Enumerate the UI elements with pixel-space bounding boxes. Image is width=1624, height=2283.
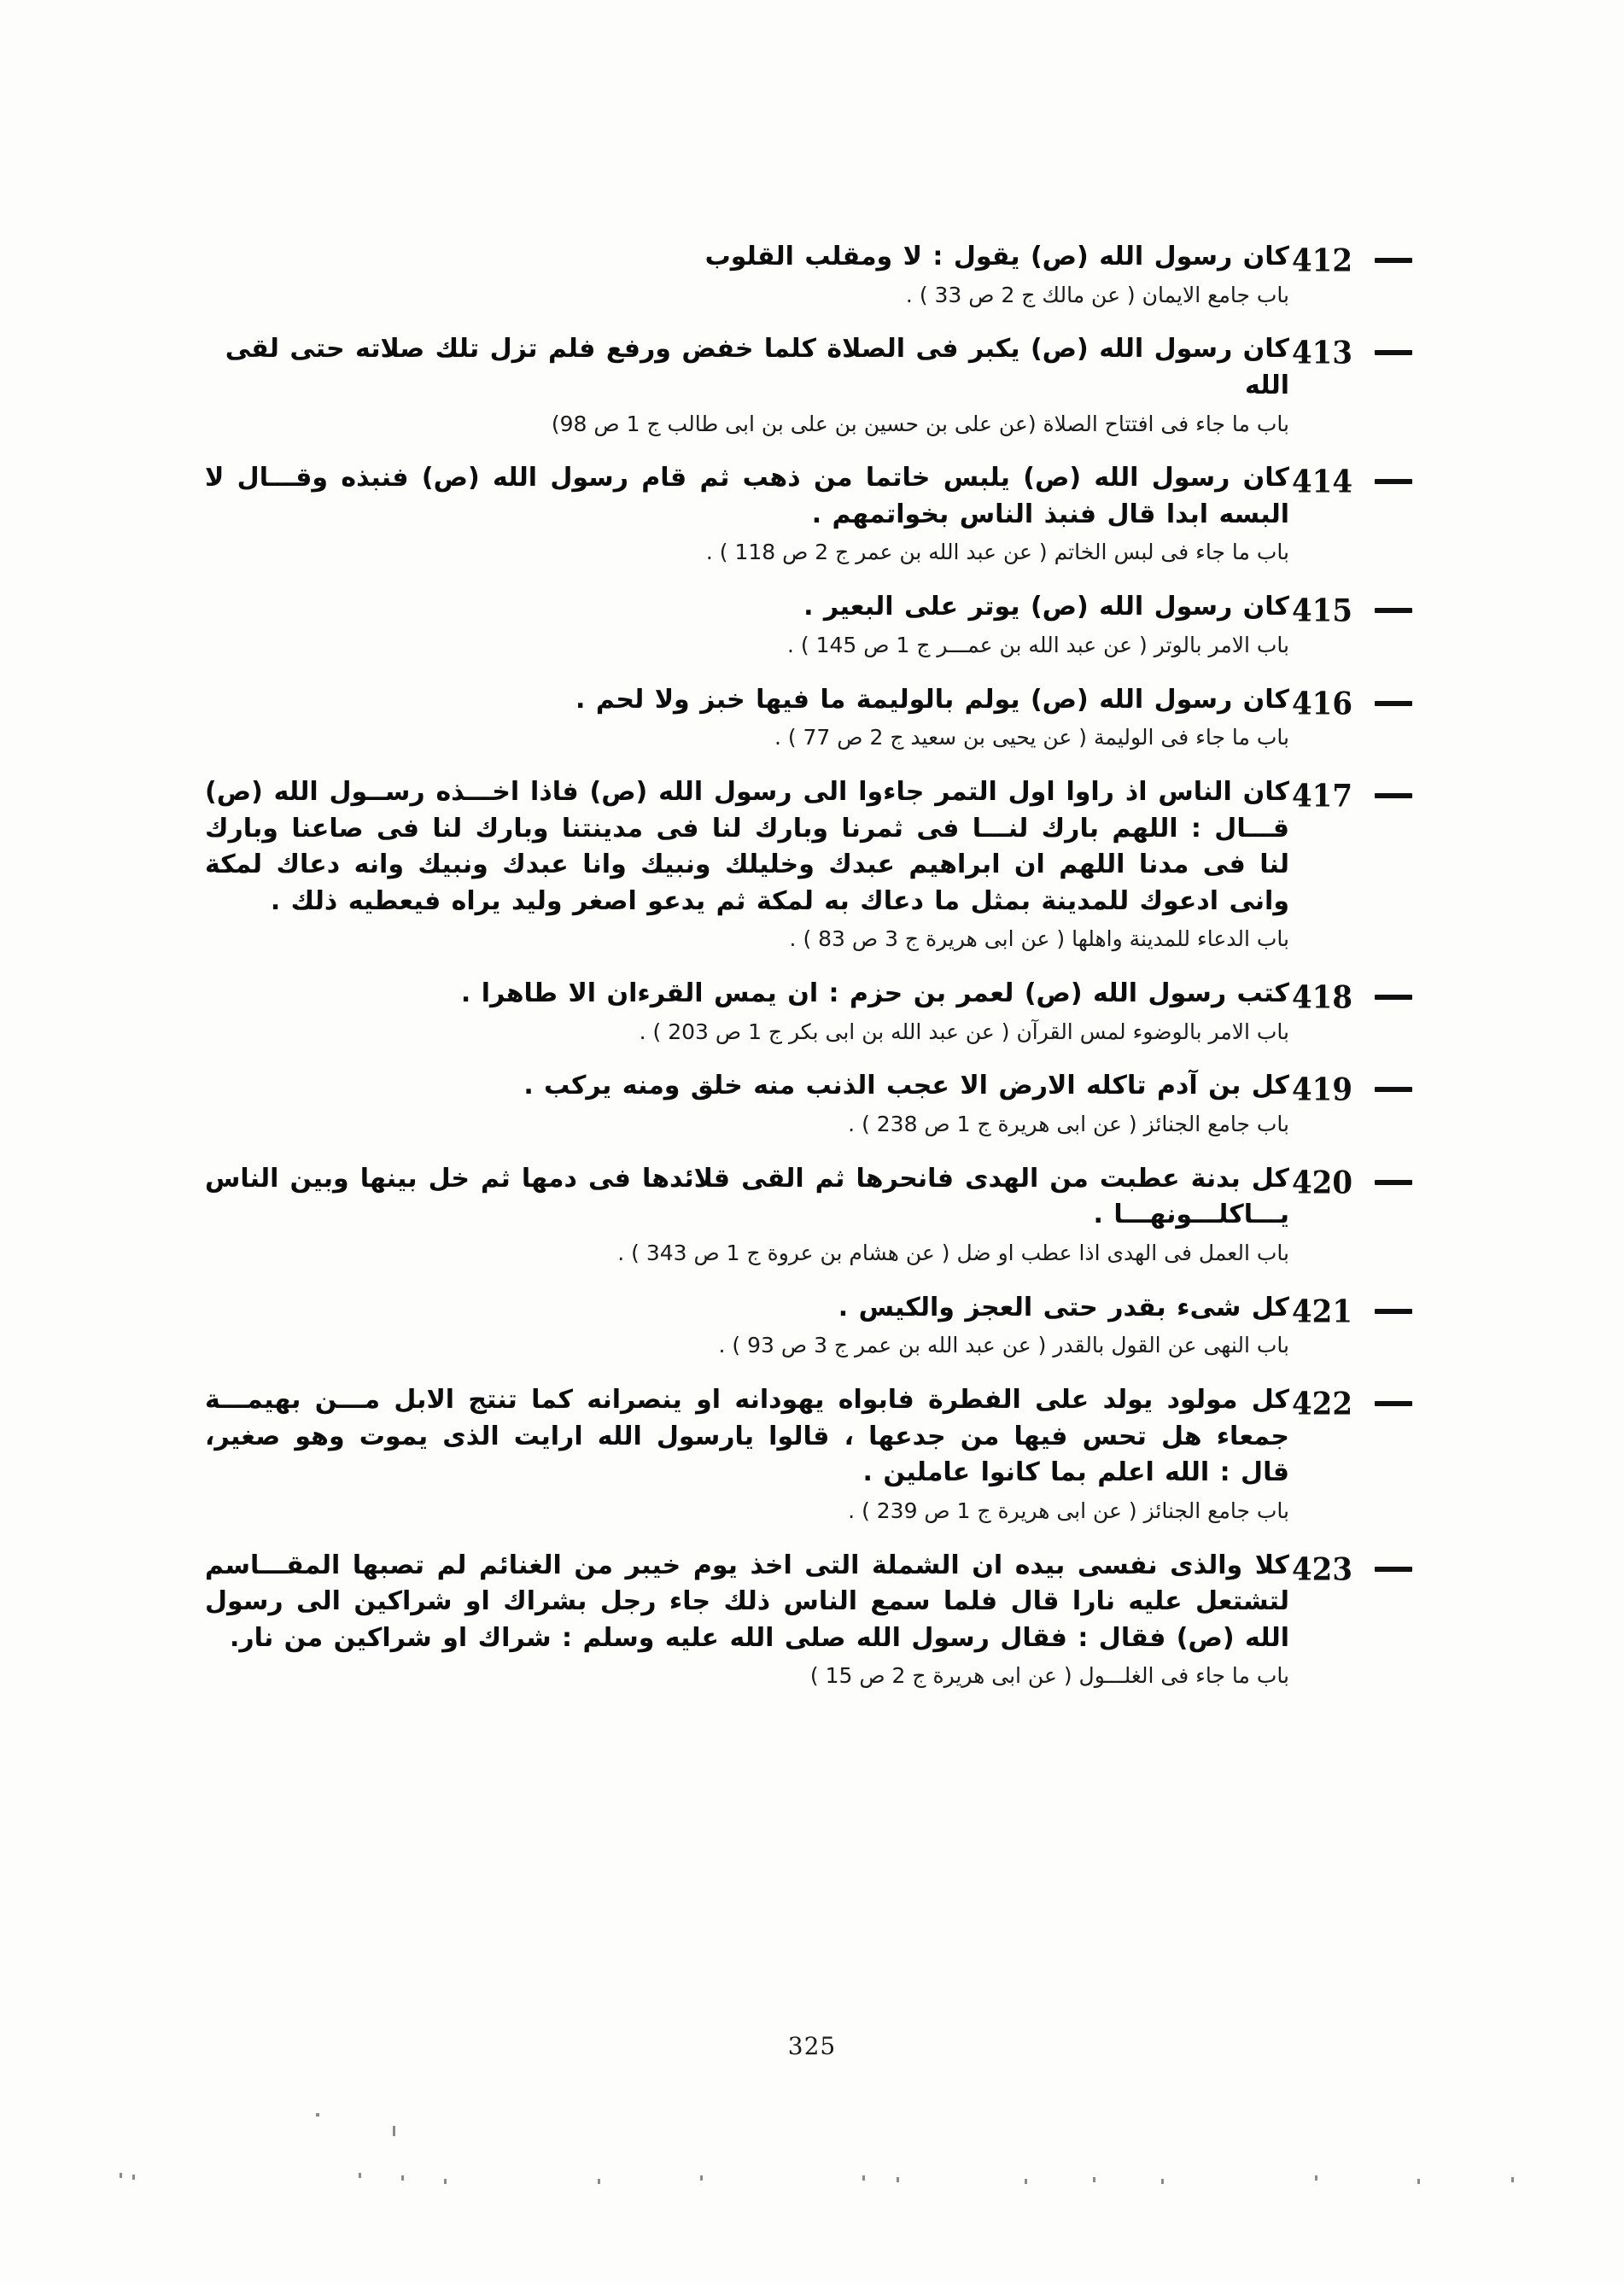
scan-speck [897, 2177, 899, 2182]
scan-speck [1093, 2177, 1095, 2182]
hadith-entry [205, 682, 1452, 752]
entry-text-column [205, 1382, 1289, 1526]
hadith-text: كان رسول الله (ص) يلبس خاتما من ذهب ثم قام رسول الله (ص) فنبذه وقـــال لا البسه ابدا قال فنبذ الناس بخواتمهم . [205, 463, 1289, 529]
scan-speck [598, 2179, 600, 2184]
entry-text-column [205, 774, 1289, 954]
hadith-entry [205, 1068, 1452, 1138]
entry-number: 419 [1292, 1072, 1352, 1109]
entry-number-column [1289, 1290, 1452, 1329]
entry-number: 414 [1292, 464, 1352, 501]
hadith-source-citation: باب العمل فى الهدى اذا عطب او ضل ( عن هشام بن عروة ج 1 ص 343 ) . [617, 1240, 1289, 1265]
hadith-source-citation: باب ما جاء فى افتتاح الصلاة (عن على بن حسين بن على بن ابى طالب ج 1 ص 98) [551, 411, 1289, 436]
hadith-text: كان رسول الله (ص) يوتر على البعير . [803, 592, 1289, 622]
entry-text-column [205, 1290, 1289, 1360]
entry-number-column [1289, 331, 1452, 371]
entry-number-column [1289, 589, 1452, 628]
hadith-source-citation: باب الامر بالوتر ( عن عبد الله بن عمـــر ج 1 ص 145 ) . [787, 632, 1289, 657]
entry-dash-icon [1375, 1180, 1412, 1185]
hadith-text: كل شىء بقدر حتى العجز والكيس . [838, 1292, 1289, 1323]
hadith-source-citation: باب ما جاء فى الغلـــول ( عن ابى هريرة ج 2 ص 15 ) [809, 1663, 1289, 1689]
hadith-entry [205, 976, 1452, 1046]
entry-number: 412 [1292, 242, 1352, 280]
hadith-text: كل بدنة عطبت من الهدى فانحرها ثم القى قلائدها فى دمها ثم خل بينها وبين الناس يـــاكلـــونهـــا . [205, 1163, 1289, 1230]
hadith-entry [205, 460, 1452, 567]
hadith-entry [205, 1548, 1452, 1691]
scan-speck [444, 2179, 447, 2184]
scan-speck [120, 2173, 122, 2178]
entry-number: 413 [1292, 336, 1352, 372]
entry-dash-icon [1375, 1309, 1412, 1314]
entry-number-column [1289, 1161, 1452, 1200]
scan-speck [132, 2175, 135, 2180]
entry-text-column [205, 1068, 1289, 1138]
entry-text-column [205, 589, 1289, 659]
scan-speck [1511, 2177, 1514, 2182]
entry-number: 416 [1292, 686, 1352, 722]
hadith-source-citation: باب الامر بالوضوء لمس القرآن ( عن عبد الله بن ابى بكر ج 1 ص 203 ) . [639, 1019, 1289, 1044]
hadith-text: كل بن آدم تاكله الارض الا عجب الذنب منه خلق ومنه يركب . [523, 1071, 1289, 1101]
entry-dash-icon [1375, 1401, 1412, 1406]
hadith-source-citation: باب جامع الايمان ( عن مالك ج 2 ص 33 ) . [905, 282, 1289, 307]
entry-number-column [1289, 774, 1452, 814]
entry-dash-icon [1375, 1567, 1412, 1572]
entry-number: 423 [1292, 1551, 1352, 1588]
entry-number: 415 [1292, 593, 1352, 630]
scan-speck [359, 2173, 361, 2178]
entry-dash-icon [1375, 479, 1412, 484]
scan-speck [1025, 2179, 1027, 2184]
entry-text-column [205, 460, 1289, 567]
entry-text-column [205, 1161, 1289, 1268]
entry-number-column [1289, 1548, 1452, 1587]
hadith-source-citation: باب النهى عن القول بالقدر ( عن عبد الله بن عمر ج 3 ص 93 ) . [718, 1333, 1289, 1358]
entry-dash-icon [1375, 1087, 1412, 1092]
hadith-text: كان رسول الله (ص) يقول : لا ومقلب القلوب [704, 242, 1289, 272]
hadith-entry [205, 589, 1452, 659]
entry-number-column [1289, 460, 1452, 499]
hadith-entry [205, 1290, 1452, 1360]
scan-speck [700, 2175, 703, 2181]
entry-number-column [1289, 1382, 1452, 1422]
hadith-source-citation: باب ما جاء فى الوليمة ( عن يحيى بن سعيد ج 2 ص 77 ) . [774, 725, 1289, 750]
entry-dash-icon [1375, 701, 1412, 706]
hadith-entry [205, 774, 1452, 954]
hadith-text: كان رسول الله (ص) يولم بالوليمة ما فيها خبز ولا لحم . [575, 684, 1289, 715]
hadith-text: كان الناس اذ راوا اول التمر جاءوا الى رسول الله (ص) فاذا اخـــذه رســول الله (ص) قـــال : اللهم بارك لنـــا فى ثمرنا وبارك لنا فى مدينتنا وبارك لنا فى صاعنا وبارك لنا فى مدنا اللهم ان ابراهيم عبدك وخليلك ونبيك وانا عبدك ونبيك وانه دعاك لمكة وانى ادعوك للمدينة بمثل ما دعاك به لمكة ثم يدعو اصغر وليد يراه فيعطيه ذلك . [205, 776, 1289, 916]
entry-dash-icon [1375, 608, 1412, 613]
entry-dash-icon [1375, 258, 1412, 263]
page-number: 325 [787, 2032, 837, 2060]
hadith-source-citation: باب جامع الجنائز ( عن ابى هريرة ج 1 ص 239 ) . [848, 1498, 1289, 1523]
hadith-entry [205, 1382, 1452, 1526]
entry-number: 421 [1292, 1293, 1352, 1330]
hadith-entry [205, 331, 1452, 438]
entry-number-column [1289, 682, 1452, 721]
entry-text-column [205, 331, 1289, 438]
hadith-source-citation: باب ما جاء فى لبس الخاتم ( عن عبد الله بن عمر ج 2 ص 118 ) . [705, 540, 1289, 565]
hadith-source-citation: باب الدعاء للمدينة واهلها ( عن ابى هريرة ج 3 ص 83 ) . [789, 926, 1289, 952]
entry-dash-icon [1375, 350, 1412, 355]
hadith-text: كتب رسول الله (ص) لعمر بن حزم : ان يمس القرءان الا طاهرا . [460, 978, 1289, 1009]
scan-speck [316, 2113, 319, 2117]
hadith-index-list [205, 239, 1452, 1713]
scan-speck [401, 2175, 404, 2181]
scan-speck [393, 2126, 395, 2136]
entry-text-column [205, 682, 1289, 752]
entry-dash-icon [1375, 793, 1412, 798]
scan-speck [1315, 2175, 1317, 2181]
hadith-source-citation: باب جامع الجنائز ( عن ابى هريرة ج 1 ص 238 ) . [848, 1111, 1289, 1136]
entry-text-column [205, 976, 1289, 1046]
entry-number: 418 [1292, 979, 1352, 1017]
entry-number-column [1289, 239, 1452, 278]
scan-speck [1417, 2179, 1420, 2184]
hadith-entry [205, 239, 1452, 309]
entry-text-column [205, 1548, 1289, 1691]
scan-speck [862, 2175, 865, 2181]
scan-speck [1161, 2179, 1164, 2184]
entry-number-column [1289, 1068, 1452, 1107]
hadith-text: كلا والذى نفسى بيده ان الشملة التى اخذ يوم خيبر من الغنائم لم تصبها المقـــاسم لتشتعل عليه نارا قال فلما سمع الناس ذلك جاء رجل بشراك او شراكين الى رسول الله (ص) فقال : فقال رسول الله صلى الله عليه وسلم : شراك او شراكين من نار. [205, 1550, 1289, 1653]
entry-number-column [1289, 976, 1452, 1015]
hadith-entry [205, 1161, 1452, 1268]
entry-dash-icon [1375, 995, 1412, 1000]
hadith-text: كل مولود يولد على الفطرة فابواه يهودانه او ينصرانه كما تنتج الابل مـــن بهيمـــة جمعاء هل تحس فيها من جدعها ، قالوا يارسول الله ارايت الذى يموت وهو صغير، قال : الله اعلم بما كانوا عاملين . [205, 1385, 1289, 1488]
entry-number: 420 [1292, 1165, 1352, 1201]
entry-number: 422 [1292, 1386, 1352, 1423]
entry-number: 417 [1292, 778, 1352, 815]
hadith-text: كان رسول الله (ص) يكبر فى الصلاة كلما خفض ورفع فلم تزل تلك صلاته حتى لقى الله [225, 334, 1289, 400]
entry-text-column [205, 239, 1289, 309]
